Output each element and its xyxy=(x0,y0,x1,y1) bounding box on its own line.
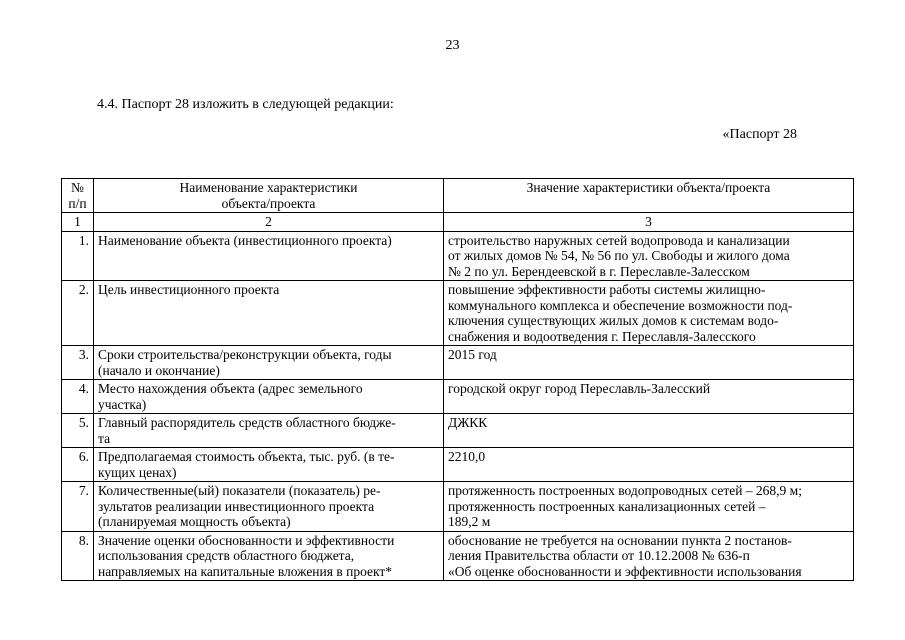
table-row xyxy=(62,482,854,532)
characteristic-name-line: Предполагаемая стоимость объекта, тыс. руб. (в те- xyxy=(98,449,395,464)
characteristic-value-line: ления Правительства области от 10.12.2008 № 636-п xyxy=(448,548,750,563)
passport-table xyxy=(61,178,854,581)
row-number: 2. xyxy=(62,281,94,346)
characteristic-value xyxy=(444,482,854,532)
row-number: 6. xyxy=(62,448,94,482)
characteristic-name xyxy=(94,380,444,414)
characteristic-name xyxy=(94,231,444,281)
characteristic-value-line: обоснование не требуется на основании пункта 2 постанов- xyxy=(448,532,792,548)
characteristic-value xyxy=(444,531,854,581)
characteristic-value-line: коммунального комплекса и обеспечение возможности под- xyxy=(448,297,793,313)
table-row xyxy=(62,281,854,346)
header-num-line: № xyxy=(71,180,84,195)
characteristic-name-line: использования средств областного бюджета, xyxy=(98,548,355,563)
characteristic-value-line: строительство наружных сетей водопровода и канализации xyxy=(448,232,790,248)
characteristic-name-line: та xyxy=(98,430,111,446)
header-name-line: Наименование характеристики xyxy=(179,180,358,195)
characteristic-value xyxy=(444,448,854,482)
table-row xyxy=(62,231,854,281)
header-value xyxy=(444,179,854,213)
characteristic-name-line: направляемых на капитальные вложения в проект* xyxy=(98,563,393,579)
characteristic-name-line: участка) xyxy=(98,396,147,412)
characteristic-name-line: Сроки строительства/реконструкции объекта, годы xyxy=(98,347,392,362)
characteristic-value-line: городской округ город Переславль-Залесский xyxy=(448,381,711,396)
characteristic-name xyxy=(94,531,444,581)
characteristic-value-line: повышение эффективности работы системы жилищно- xyxy=(448,282,766,297)
header-num xyxy=(62,179,94,213)
row-number: 4. xyxy=(62,380,94,414)
header-num-line: п/п xyxy=(68,195,87,211)
row-number: 5. xyxy=(62,414,94,448)
characteristic-value-line: протяженность построенных водопроводных сетей – 268,9 м; xyxy=(448,483,802,498)
table-row xyxy=(62,380,854,414)
table-body xyxy=(62,231,854,581)
table-row xyxy=(62,346,854,380)
characteristic-name xyxy=(94,414,444,448)
characteristic-name-line: кущих ценах) xyxy=(98,464,177,480)
table-row xyxy=(62,531,854,581)
characteristic-value xyxy=(444,281,854,346)
characteristic-value-line: протяженность построенных канализационных сетей – xyxy=(448,498,766,514)
characteristic-name-line: (планируемая мощность объекта) xyxy=(98,514,291,529)
row-number: 3. xyxy=(62,346,94,380)
characteristic-name xyxy=(94,346,444,380)
characteristic-name-line: Значение оценки обоснованности и эффективности xyxy=(98,532,395,548)
row-number: 7. xyxy=(62,482,94,532)
table-row xyxy=(62,448,854,482)
page-number: 23 xyxy=(445,38,460,53)
characteristic-value-line: ДЖКК xyxy=(448,415,488,430)
characteristic-value-line: 2210,0 xyxy=(448,449,486,464)
index-cell: 2 xyxy=(94,213,444,232)
header-name-line: объекта/проекта xyxy=(221,195,316,211)
header-value-line: Значение характеристики объекта/проекта xyxy=(526,180,771,195)
header-name xyxy=(94,179,444,213)
table-index-row xyxy=(62,213,854,232)
characteristic-value-line: «Об оценке обоснованности и эффективности использования xyxy=(448,563,802,579)
characteristic-value xyxy=(444,380,854,414)
characteristic-name xyxy=(94,448,444,482)
characteristic-name-line: Главный распорядитель средств областного бюдже- xyxy=(98,415,396,430)
characteristic-name-line: Количественные(ый) показатели (показатель) ре- xyxy=(98,483,381,498)
row-number: 1. xyxy=(62,231,94,281)
characteristic-name xyxy=(94,482,444,532)
characteristic-value-line: от жилых домов № 54, № 56 по ул. Свободы и жилого дома xyxy=(448,248,790,263)
characteristic-value-line: 2015 год xyxy=(448,347,497,362)
characteristic-name-line: Место нахождения объекта (адрес земельного xyxy=(98,381,363,396)
table-header-row xyxy=(62,179,854,213)
characteristic-value-line: ключения существующих жилых домов к системам водо- xyxy=(448,313,779,328)
index-cell: 1 xyxy=(62,213,94,232)
intro-text: 4.4. Паспорт 28 изложить в следующей редакции: xyxy=(97,97,394,112)
characteristic-name-line: Наименование объекта (инвестиционного проекта) xyxy=(98,232,392,248)
characteristic-name xyxy=(94,281,444,346)
characteristic-value xyxy=(444,414,854,448)
characteristic-value xyxy=(444,231,854,281)
characteristic-name-line: зультатов реализации инвестиционного проекта xyxy=(98,498,375,514)
passport-label: «Паспорт 28 xyxy=(722,127,797,142)
index-cell: 3 xyxy=(444,213,854,232)
characteristic-value-line: 189,2 м xyxy=(448,514,491,529)
characteristic-value xyxy=(444,346,854,380)
row-number: 8. xyxy=(62,531,94,581)
characteristic-value-line: № 2 по ул. Берендеевской в г. Переславле-Залесском xyxy=(448,263,750,279)
characteristic-name-line: Цель инвестиционного проекта xyxy=(98,282,280,297)
table-row xyxy=(62,414,854,448)
characteristic-value-line: снабжения и водоотведения г. Переславля-Залесского xyxy=(448,328,756,344)
characteristic-name-line: (начало и окончание) xyxy=(98,362,220,378)
